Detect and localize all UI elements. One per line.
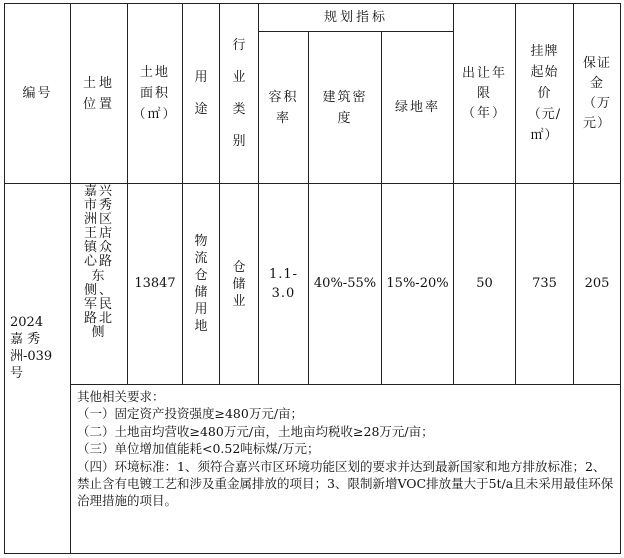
header-far-text: 容积 率: [268, 89, 299, 126]
cell-industry-text: 仓储业: [232, 259, 246, 309]
cell-green-text: 15%-20%: [386, 276, 449, 291]
table-right-border: [620, 3, 621, 554]
header-area-text: 土地 面积 （㎡）: [132, 65, 178, 122]
header-density-text: 建筑密 度: [322, 89, 368, 126]
header-green: [382, 32, 453, 183]
header-deposit-text: 保证 金 （万 元）: [582, 55, 611, 131]
requirement-item-2: （二）土地亩均营收≥480万元/亩，土地亩均税收≥28万元/亩；: [77, 423, 434, 439]
header-location: [71, 4, 127, 183]
header-id: [5, 4, 70, 183]
header-term: [454, 4, 515, 183]
cell-deposit: [574, 184, 620, 384]
requirements-title: 其他相关要求：: [77, 389, 165, 404]
header-use-text: 用 途: [194, 69, 208, 117]
cell-location-text: 嘉兴市秀洲区王店镇众心路东侧、军民路北侧: [84, 184, 115, 340]
header-price-text: 挂牌 起始 价 （元/ ㎡）: [527, 44, 562, 143]
cell-price: [516, 184, 573, 384]
cell-area: [128, 184, 182, 384]
cell-green: [382, 184, 453, 384]
header-industry-text: 行 业 类 别: [232, 37, 246, 149]
cell-location: [71, 184, 127, 384]
requirement-item-1: （一）固定资产投资强度≥480万元/亩；: [77, 406, 304, 422]
other-requirements: [77, 388, 617, 510]
cell-term-text: 50: [476, 276, 493, 291]
header-density: [309, 32, 381, 183]
header-area: [128, 4, 182, 183]
cell-term: [454, 184, 515, 384]
cell-far: [259, 184, 308, 384]
cell-far-text: 1.1- 3.0: [268, 267, 299, 301]
cell-area-text: 13847: [134, 276, 176, 291]
header-location-text: 土地 位置: [82, 75, 115, 112]
requirement-item-3: （三）单位增加值能耗<0.52吨标煤/万元；: [77, 441, 320, 457]
table-bottom-border: [4, 553, 620, 554]
cell-id: 2024 嘉 秀 洲-039 号: [10, 315, 53, 381]
cell-deposit-text: 205: [584, 276, 610, 291]
header-far: [259, 32, 308, 183]
cell-industry: [220, 184, 258, 384]
header-industry: [220, 4, 258, 183]
header-price: [516, 4, 573, 183]
header-planning-group: [259, 4, 453, 31]
cell-use-text: 物流仓储用地: [194, 234, 208, 334]
header-use: [183, 4, 219, 183]
header-id-text: 编号: [22, 85, 53, 101]
cell-density: [309, 184, 381, 384]
header-green-text: 绿地率: [394, 99, 440, 115]
cell-use: [183, 184, 219, 384]
header-planning-text: 规划指标: [323, 9, 388, 25]
cell-price-text: 735: [532, 276, 557, 291]
data-row-bottom-line: [70, 384, 620, 385]
cell-density-text: 40%-55%: [313, 276, 377, 291]
requirement-item-4: （四）环境标准：1、须符合嘉兴市区环境功能区划的要求并达到最新国家和地方排放标准；2、禁止含有电镀工艺和涉及重金属排放的项目；3、限制新增VOC排放量大于5t/a且未采用最佳环保治理措施的项目。: [77, 458, 614, 509]
header-deposit: [574, 4, 620, 183]
header-term-text: 出让年 限 （年）: [461, 65, 507, 121]
